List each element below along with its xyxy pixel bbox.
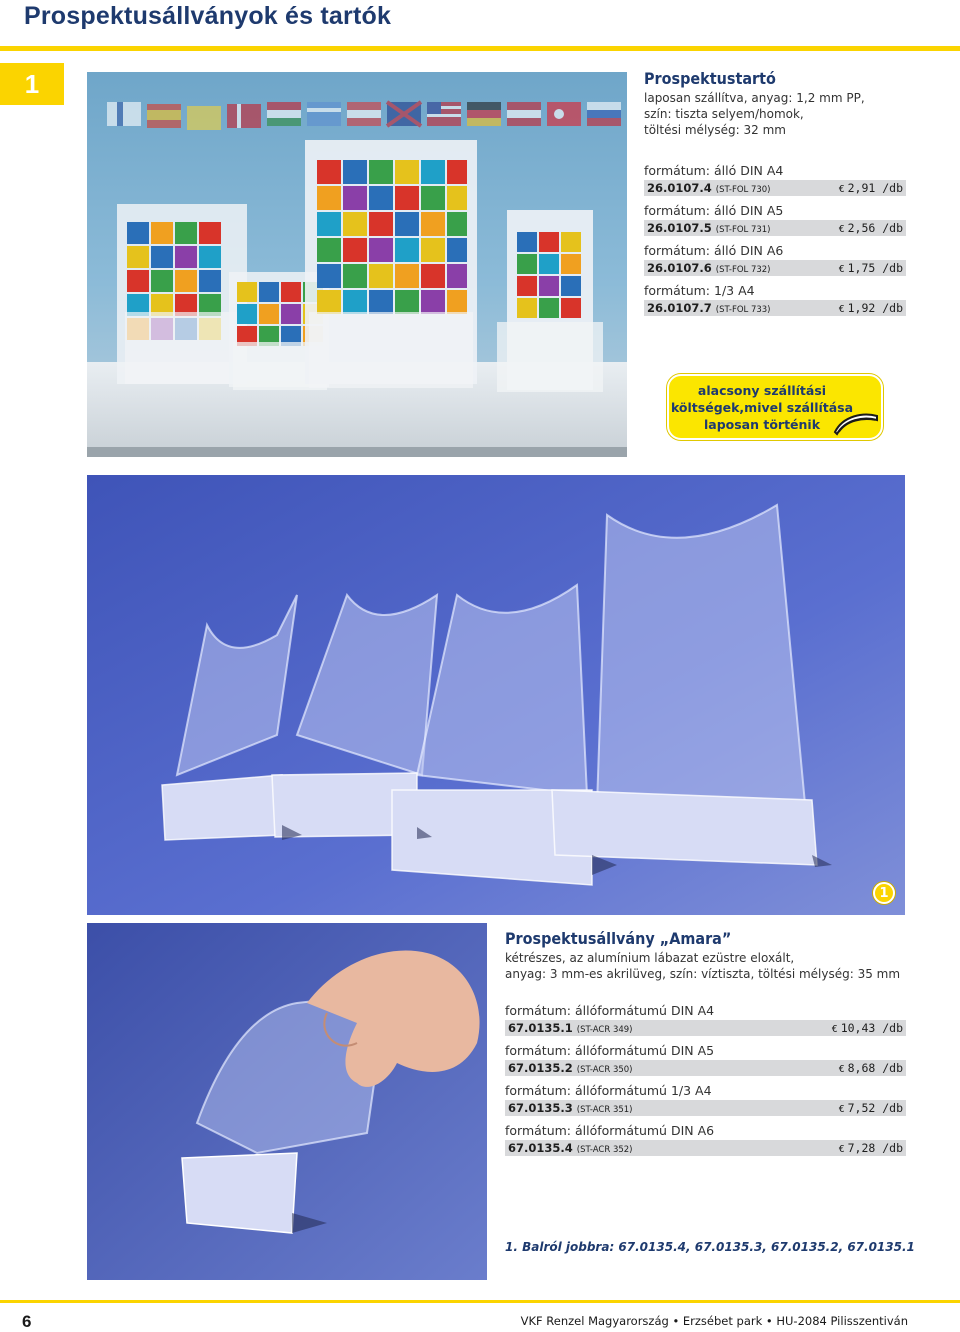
article-code: 67.0135.2 (ST-ACR 350) [508,1061,633,1075]
article-code: 67.0135.4 (ST-ACR 352) [508,1141,633,1155]
article-code: 67.0135.1 (ST-ACR 349) [508,1021,633,1035]
flat-package-icon [833,410,879,440]
top-rule [0,46,960,51]
figure-number-badge: 1 [873,882,895,904]
article-code: 26.0107.7 (ST-FOL 733) [647,301,771,315]
product1-desc-line: laposan szállítva, anyag: 1,2 mm PP, [644,91,865,105]
product2-info [505,928,906,1162]
brochure-holders-photo [87,72,627,457]
product1-format: formátum: álló DIN A4 [644,163,784,178]
product2-format: formátum: állóformátumú 1/3 A4 [505,1083,712,1098]
product2-title: Prospektusállvány „Amara” [505,929,732,948]
article-code: 26.0107.6 (ST-FOL 732) [647,261,771,275]
acrylic-stands-photo [87,475,905,915]
price-row [505,1100,906,1116]
price: € 8,68 /db [838,1061,903,1075]
price-row [644,220,906,236]
page-title: Prospektusállványok és tartók [24,2,392,30]
price: € 7,28 /db [838,1141,903,1155]
footer-address: VKF Renzel Magyarország • Erzsébet park • HU-2084 Pilisszentiván [520,1314,908,1328]
price-row [505,1060,906,1076]
price: € 7,52 /db [838,1101,903,1115]
article-code: 67.0135.3 (ST-ACR 351) [508,1101,633,1115]
callout-text: alacsony szállítási költségek,mivel szállítása laposan történik [670,383,854,432]
figure-caption: 1. Balról jobbra: 67.0135.4, 67.0135.3, 67.0135.2, 67.0135.1 [505,1240,915,1254]
product2-format: formátum: állóformátumú DIN A6 [505,1123,715,1138]
product1-info [644,68,906,322]
product2-format: formátum: állóformátumú DIN A5 [505,1043,715,1058]
price: € 1,92 /db [838,301,903,315]
section-number-box: 1 [0,63,64,105]
product2-format: formátum: állóformátumú DIN A4 [505,1003,715,1018]
price-row [505,1140,906,1156]
product1-format: formátum: 1/3 A4 [644,283,755,298]
product2-desc-line: kétrészes, az alumínium lábazat ezüstre eloxált, [505,951,795,965]
article-code: 26.0107.4 (ST-FOL 730) [647,181,771,195]
price-row [505,1020,906,1036]
price-row [644,300,906,316]
bottom-rule [0,1300,960,1303]
price: € 2,56 /db [838,221,903,235]
product2-desc-line: anyag: 3 mm-es akrilüveg, szín: víztiszta, töltési mélység: 35 mm [505,967,901,981]
product1-desc-line: töltési mélység: 32 mm [644,123,786,137]
hand-stand-photo [87,923,487,1280]
price: € 2,91 /db [838,181,903,195]
product1-format: formátum: álló DIN A6 [644,243,784,258]
product1-title: Prospektustartó [644,69,776,88]
page-number: 6 [22,1312,32,1331]
price-row [644,260,906,276]
shipping-callout [667,374,883,440]
price-row [644,180,906,196]
product1-format: formátum: álló DIN A5 [644,203,784,218]
price: € 10,43 /db [831,1021,903,1035]
article-code: 26.0107.5 (ST-FOL 731) [647,221,771,235]
product1-desc-line: szín: tiszta selyem/homok, [644,107,804,121]
price: € 1,75 /db [838,261,903,275]
